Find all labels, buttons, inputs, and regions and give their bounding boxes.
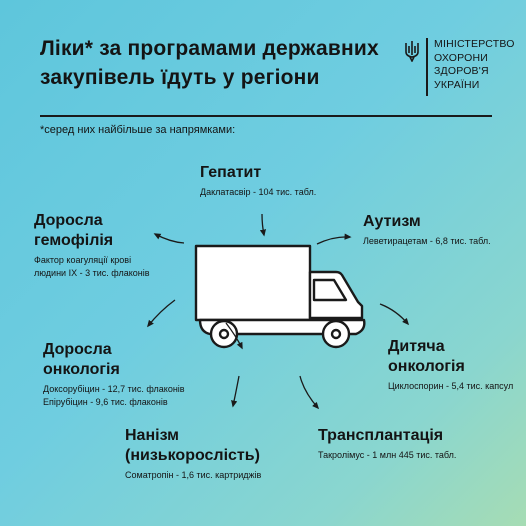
category-transplantation (318, 426, 456, 462)
category-detail: Циклоспорин - 5,4 тис. капсул (388, 381, 514, 391)
category-detail-line2: людини IX - 3 тис. флаконів (34, 268, 150, 278)
arrow-cargo-left (226, 323, 242, 348)
arrow-adult-oncology (148, 300, 175, 326)
category-autism (363, 212, 491, 248)
category-title-line1: Доросла (43, 341, 112, 358)
footnote: *серед них найбільше за напрямками: (40, 124, 236, 136)
category-title: Гепатит (200, 164, 262, 181)
category-title: Трансплантація (318, 427, 444, 444)
ministry-name-line2: ОХОРОНИ (434, 51, 488, 64)
category-title-line2: онкологія (43, 361, 120, 378)
category-detail: Соматропін - 1,6 тис. картриджів (125, 470, 262, 480)
category-detail-line1: Доксорубіцин - 12,7 тис. флаконів (43, 384, 185, 394)
arrow-dwarfism (233, 376, 239, 406)
category-title-line2: (низькорослість) (125, 447, 260, 464)
category-title-line1: Нанізм (125, 427, 179, 444)
ministry-name-line1: МІНІСТЕРСТВО (434, 38, 515, 50)
arrow-transplant (300, 376, 318, 408)
arrow-hemophilia (155, 234, 184, 243)
page-title: Ліки* за програмами державних закупівель їдуть у регіони (40, 37, 379, 89)
category-detail: Такролімус - 1 млн 445 тис. табл. (318, 450, 457, 460)
category-detail-line2: Епірубіцин - 9,6 тис. флаконів (43, 397, 168, 407)
category-title-line1: Доросла (34, 212, 103, 229)
arrow-hepatitis (262, 214, 264, 235)
category-child-oncology (388, 337, 513, 393)
category-detail: Леветирацетам - 6,8 тис. табл. (363, 236, 491, 246)
category-adult-oncology (43, 340, 185, 409)
ministry-name-line4: УКРАЇНИ (434, 78, 480, 91)
ministry-name-line3: ЗДОРОВ'Я (434, 65, 489, 77)
category-title: Аутизм (363, 213, 421, 230)
category-title-line1: Дитяча (388, 338, 445, 355)
category-title-line2: гемофілія (34, 232, 114, 249)
category-adult-hemophilia (34, 211, 150, 280)
category-detail-line1: Фактор коагуляції крові (34, 255, 132, 265)
arrow-child-oncology (380, 304, 408, 324)
category-hepatitis (200, 163, 316, 199)
category-title-line2: онкологія (388, 358, 465, 375)
category-detail: Даклатасвір - 104 тис. табл. (200, 187, 317, 197)
arrow-autism (317, 237, 350, 244)
category-dwarfism (125, 426, 261, 482)
